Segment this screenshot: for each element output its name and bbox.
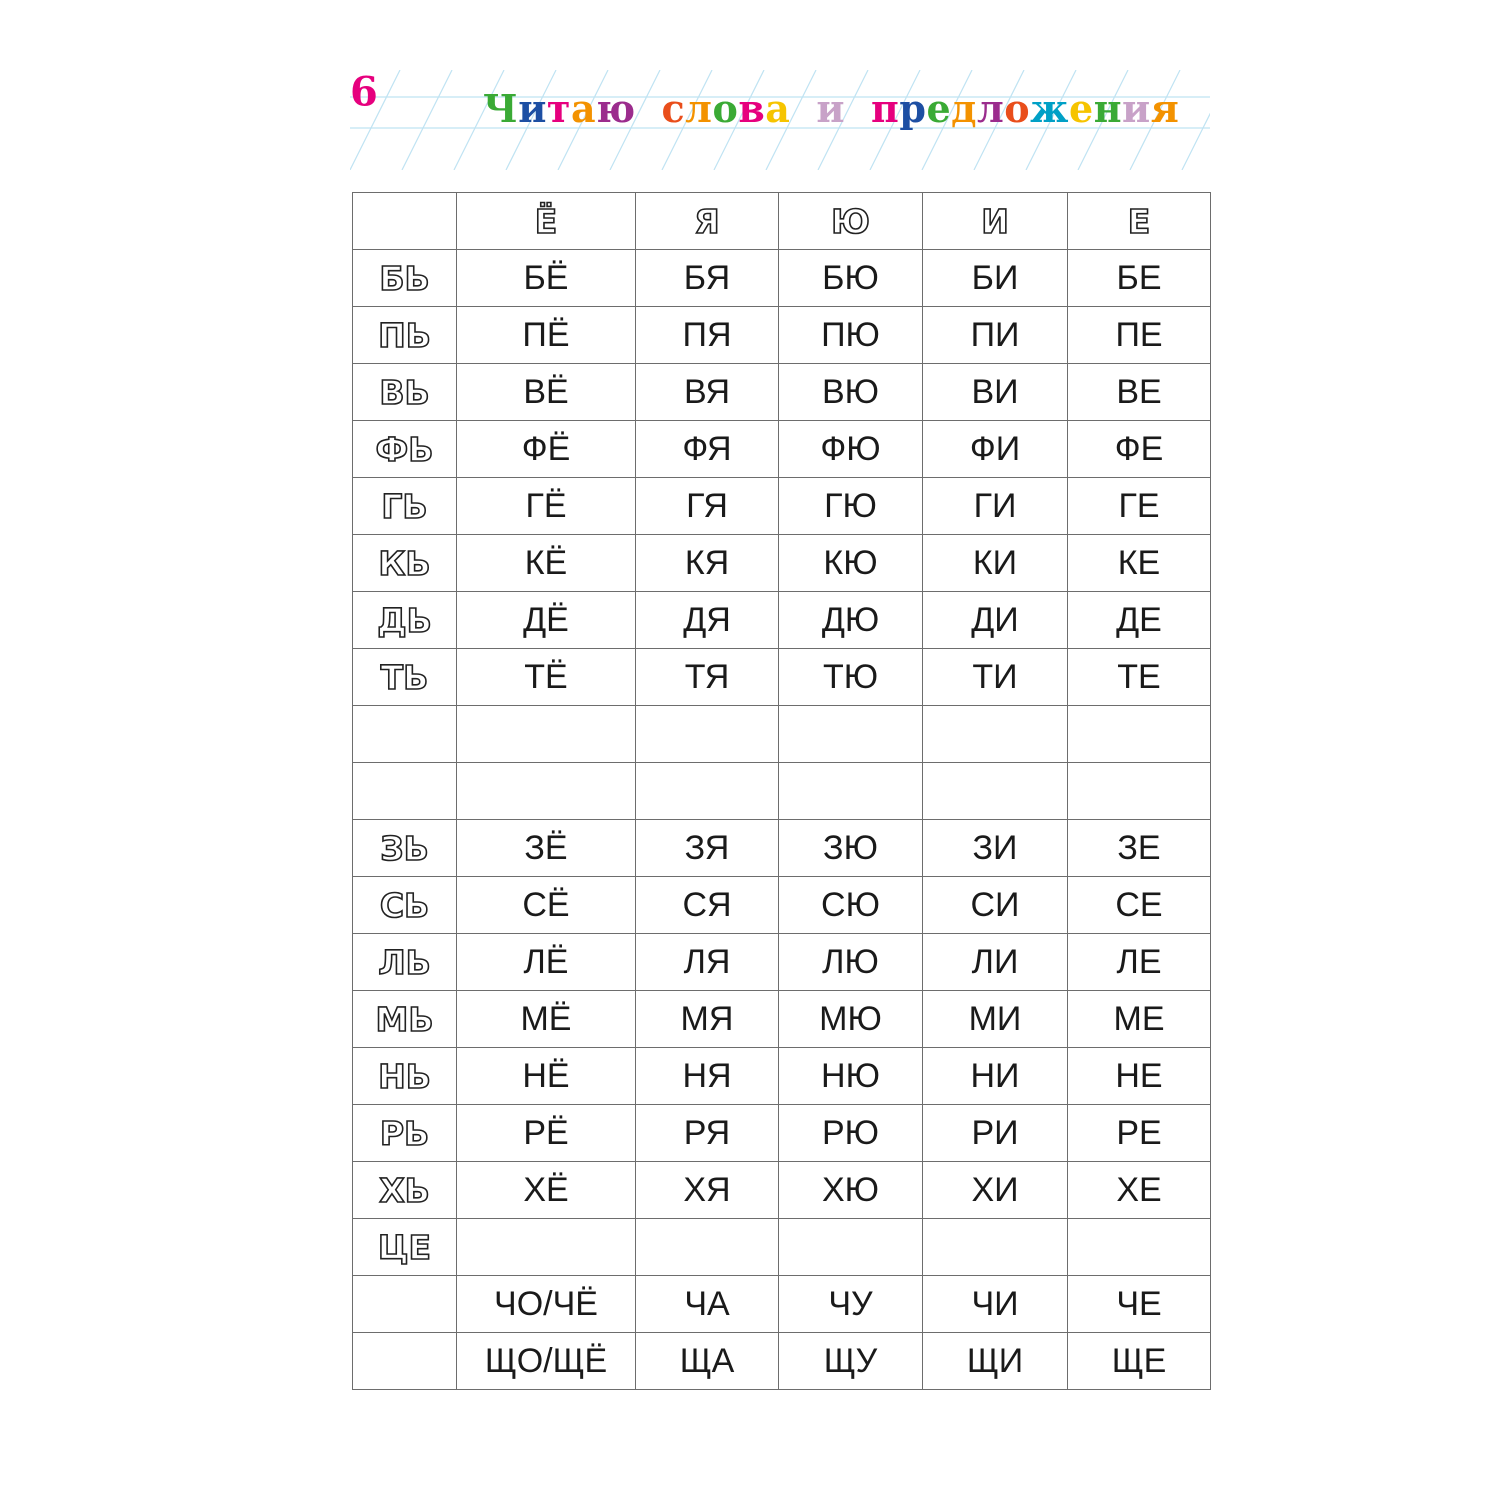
- syllable-cell: [636, 1219, 779, 1276]
- syllable-cell: ФИ: [923, 421, 1068, 478]
- syllable-cell: КИ: [923, 535, 1068, 592]
- syllable-cell: ВИ: [923, 364, 1068, 421]
- consonant-cell: ФЬ: [353, 421, 457, 478]
- consonant-cell: [353, 1276, 457, 1333]
- title-word: [816, 86, 845, 131]
- page-header: [350, 70, 1210, 170]
- syllable-cell: [779, 706, 923, 763]
- syllable-cell: ФЮ: [779, 421, 923, 478]
- syllable-cell: ФЯ: [636, 421, 779, 478]
- syllable-cell: ЗЁ: [457, 820, 636, 877]
- syllable-cell: ГЮ: [779, 478, 923, 535]
- title-word: [871, 86, 1179, 131]
- syllable-cell: БЮ: [779, 250, 923, 307]
- title-letter: р: [899, 86, 927, 131]
- syllable-cell: ТЯ: [636, 649, 779, 706]
- syllable-cell: ЛЯ: [636, 934, 779, 991]
- title-letter: с: [661, 86, 686, 131]
- consonant-cell: КЬ: [353, 535, 457, 592]
- syllable-cell: ПЯ: [636, 307, 779, 364]
- slant-line: [1182, 70, 1210, 170]
- table-row: [353, 1105, 1211, 1162]
- syllable-cell: [457, 706, 636, 763]
- title-letter: ж: [1030, 86, 1069, 131]
- syllable-cell: ЛИ: [923, 934, 1068, 991]
- syllable-cell: [1068, 706, 1211, 763]
- consonant-cell: ЦЕ: [353, 1219, 457, 1276]
- table-row: [353, 1219, 1211, 1276]
- syllable-cell: [1068, 763, 1211, 820]
- table-row: [353, 1048, 1211, 1105]
- syllable-cell: ЩИ: [923, 1333, 1068, 1390]
- syllable-cell: ЛЁ: [457, 934, 636, 991]
- syllable-cell: КЁ: [457, 535, 636, 592]
- syllable-cell: РЮ: [779, 1105, 923, 1162]
- vowel-header-cell: Ё: [457, 193, 636, 250]
- syllable-cell: КЮ: [779, 535, 923, 592]
- table-row: [353, 763, 1211, 820]
- syllable-cell: МЮ: [779, 991, 923, 1048]
- syllable-cell: ПИ: [923, 307, 1068, 364]
- syllable-cell: ДЕ: [1068, 592, 1211, 649]
- syllable-cell: ЛЮ: [779, 934, 923, 991]
- title-letter: я: [1150, 86, 1180, 131]
- syllable-cell: [1068, 1219, 1211, 1276]
- consonant-cell: [353, 1333, 457, 1390]
- table-row: [353, 991, 1211, 1048]
- syllable-cell: ПЕ: [1068, 307, 1211, 364]
- syllable-cell: МЯ: [636, 991, 779, 1048]
- syllable-cell: РИ: [923, 1105, 1068, 1162]
- consonant-cell: МЬ: [353, 991, 457, 1048]
- syllable-cell: [457, 1219, 636, 1276]
- consonant-cell: [353, 763, 457, 820]
- syllable-cell: ТИ: [923, 649, 1068, 706]
- consonant-cell: ТЬ: [353, 649, 457, 706]
- consonant-cell: ХЬ: [353, 1162, 457, 1219]
- title-letter: о: [712, 86, 739, 131]
- syllable-cell: ЧА: [636, 1276, 779, 1333]
- syllable-cell: ЛЕ: [1068, 934, 1211, 991]
- syllable-cell: СЯ: [636, 877, 779, 934]
- syllable-cell: ЩО/ЩЁ: [457, 1333, 636, 1390]
- title-letter: е: [1069, 86, 1094, 131]
- syllable-cell: БЕ: [1068, 250, 1211, 307]
- slant-line: [402, 70, 452, 170]
- syllable-cell: РЕ: [1068, 1105, 1211, 1162]
- title-letter: е: [926, 86, 952, 131]
- syllable-cell: [636, 763, 779, 820]
- consonant-cell: ЛЬ: [353, 934, 457, 991]
- title-letter: в: [738, 86, 766, 131]
- syllable-cell: СЁ: [457, 877, 636, 934]
- syllable-cell: [779, 763, 923, 820]
- syllable-cell: ВЯ: [636, 364, 779, 421]
- title-letter: л: [976, 86, 1005, 131]
- syllable-cell: ЗЯ: [636, 820, 779, 877]
- syllable-cell: НЁ: [457, 1048, 636, 1105]
- syllable-cell: ЗЮ: [779, 820, 923, 877]
- title-letter: п: [871, 86, 900, 131]
- title-letter: а: [765, 86, 791, 131]
- title-letter: и: [518, 86, 547, 131]
- syllable-cell: ЗЕ: [1068, 820, 1211, 877]
- table-row: [353, 364, 1211, 421]
- syllable-cell: СИ: [923, 877, 1068, 934]
- title-letter: д: [951, 86, 977, 131]
- syllable-cell: [457, 763, 636, 820]
- syllable-cell: ТЁ: [457, 649, 636, 706]
- syllable-cell: БЯ: [636, 250, 779, 307]
- consonant-cell: ЗЬ: [353, 820, 457, 877]
- syllable-cell: ЧИ: [923, 1276, 1068, 1333]
- syllable-cell: ДИ: [923, 592, 1068, 649]
- table-row: [353, 706, 1211, 763]
- vowel-header-cell: Ю: [779, 193, 923, 250]
- consonant-cell: ГЬ: [353, 478, 457, 535]
- syllable-cell: ТЮ: [779, 649, 923, 706]
- vowel-header-cell: Я: [636, 193, 779, 250]
- syllable-cell: ХИ: [923, 1162, 1068, 1219]
- syllable-cell: НЯ: [636, 1048, 779, 1105]
- consonant-cell: ДЬ: [353, 592, 457, 649]
- syllable-cell: ЩУ: [779, 1333, 923, 1390]
- syllable-cell: [923, 763, 1068, 820]
- consonant-cell: [353, 706, 457, 763]
- syllable-cell: НЮ: [779, 1048, 923, 1105]
- syllable-cell: РЯ: [636, 1105, 779, 1162]
- syllable-cell: ДЯ: [636, 592, 779, 649]
- syllable-cell: ВЕ: [1068, 364, 1211, 421]
- syllable-cell: [923, 706, 1068, 763]
- consonant-cell: БЬ: [353, 250, 457, 307]
- syllable-cell: ГЯ: [636, 478, 779, 535]
- title-word: [662, 86, 791, 131]
- title-word: [483, 86, 636, 131]
- syllable-cell: РЁ: [457, 1105, 636, 1162]
- syllable-cell: ЩЕ: [1068, 1333, 1211, 1390]
- syllable-cell: СЕ: [1068, 877, 1211, 934]
- table-row: [353, 421, 1211, 478]
- page-number: 6: [350, 68, 378, 116]
- syllable-cell: ХЯ: [636, 1162, 779, 1219]
- syllable-table: [352, 192, 1211, 1390]
- syllable-cell: БЁ: [457, 250, 636, 307]
- syllable-cell: ФЁ: [457, 421, 636, 478]
- title-letter: ю: [596, 86, 636, 131]
- syllable-cell: ВЁ: [457, 364, 636, 421]
- title-letter: Ч: [483, 86, 519, 131]
- syllable-cell: [636, 706, 779, 763]
- syllable-cell: ГЕ: [1068, 478, 1211, 535]
- page-title: [483, 86, 1179, 131]
- syllable-cell: ЧО/ЧЁ: [457, 1276, 636, 1333]
- syllable-cell: БИ: [923, 250, 1068, 307]
- table-row: [353, 592, 1211, 649]
- syllable-cell: ЩА: [636, 1333, 779, 1390]
- table-row: [353, 1162, 1211, 1219]
- syllable-cell: ЧЕ: [1068, 1276, 1211, 1333]
- consonant-cell: СЬ: [353, 877, 457, 934]
- syllable-cell: ХЁ: [457, 1162, 636, 1219]
- syllable-cell: ФЕ: [1068, 421, 1211, 478]
- table-row: [353, 1333, 1211, 1390]
- consonant-cell: ПЬ: [353, 307, 457, 364]
- vowel-header-cell: И: [923, 193, 1068, 250]
- syllable-cell: КЕ: [1068, 535, 1211, 592]
- syllable-cell: КЯ: [636, 535, 779, 592]
- syllable-cell: ЧУ: [779, 1276, 923, 1333]
- syllable-cell: ГИ: [923, 478, 1068, 535]
- syllable-cell: МЁ: [457, 991, 636, 1048]
- syllable-cell: ВЮ: [779, 364, 923, 421]
- table-row: [353, 535, 1211, 592]
- title-letter: о: [1004, 86, 1031, 131]
- syllable-cell: ГЁ: [457, 478, 636, 535]
- syllable-cell: ТЕ: [1068, 649, 1211, 706]
- title-letter: л: [685, 86, 713, 131]
- table-row: [353, 820, 1211, 877]
- title-letter: и: [1122, 86, 1151, 131]
- table-row: [353, 649, 1211, 706]
- syllable-cell: МЕ: [1068, 991, 1211, 1048]
- table-header-row: [353, 193, 1211, 250]
- syllable-cell: [923, 1219, 1068, 1276]
- syllable-cell: ПЁ: [457, 307, 636, 364]
- vowel-header-cell: Е: [1068, 193, 1211, 250]
- syllable-cell: ПЮ: [779, 307, 923, 364]
- title-letter: и: [816, 86, 846, 131]
- title-letter: а: [570, 86, 597, 131]
- syllable-cell: ХЕ: [1068, 1162, 1211, 1219]
- table-row: [353, 934, 1211, 991]
- consonant-cell: НЬ: [353, 1048, 457, 1105]
- syllable-cell: ДЮ: [779, 592, 923, 649]
- syllable-cell: [779, 1219, 923, 1276]
- table-row: [353, 250, 1211, 307]
- syllable-cell: МИ: [923, 991, 1068, 1048]
- title-letter: н: [1093, 86, 1123, 131]
- consonant-cell: РЬ: [353, 1105, 457, 1162]
- syllable-cell: ХЮ: [779, 1162, 923, 1219]
- table-row: [353, 307, 1211, 364]
- syllable-cell: ЗИ: [923, 820, 1068, 877]
- syllable-cell: СЮ: [779, 877, 923, 934]
- table-row: [353, 877, 1211, 934]
- title-letter: т: [546, 86, 571, 131]
- table-row: [353, 1276, 1211, 1333]
- consonant-cell: ВЬ: [353, 364, 457, 421]
- syllable-cell: НИ: [923, 1048, 1068, 1105]
- vowel-header-cell: [353, 193, 457, 250]
- table-row: [353, 478, 1211, 535]
- syllable-cell: ДЁ: [457, 592, 636, 649]
- syllable-cell: НЕ: [1068, 1048, 1211, 1105]
